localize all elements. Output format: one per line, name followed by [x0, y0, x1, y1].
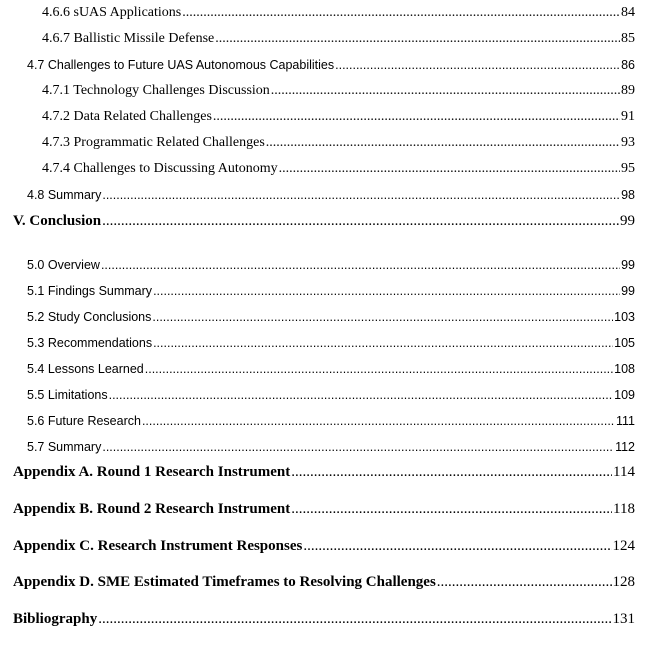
toc-entry-4-6-7[interactable] — [42, 31, 635, 47]
toc-entry-label: 4.7.2 Data Related Challenges — [42, 109, 212, 124]
toc-entry-5-4[interactable] — [27, 362, 635, 376]
toc-entry-label: V. Conclusion — [13, 213, 102, 229]
dot-leader — [271, 83, 620, 99]
dot-leader — [102, 440, 614, 454]
toc-entry-page-number: 124 — [612, 538, 635, 554]
toc-entry-page-number: 128 — [612, 574, 635, 590]
dot-leader — [335, 58, 620, 72]
toc-entry-label: Appendix A. Round 1 Research Instrument — [13, 464, 291, 480]
dot-leader — [303, 538, 611, 555]
toc-entry-label: 4.6.7 Ballistic Missile Defense — [42, 31, 215, 46]
toc-appendix-c[interactable] — [13, 538, 635, 555]
toc-entry-label: Appendix D. SME Estimated Timeframes to Resolving Challenges — [13, 574, 436, 590]
toc-entry-label: 4.7 Challenges to Future UAS Autonomous Capabilities — [27, 58, 335, 72]
toc-entry-label: 5.0 Overview — [27, 258, 100, 272]
toc-entry-page-number: 89 — [621, 83, 635, 98]
toc-entry-4-7-2[interactable] — [42, 109, 635, 125]
dot-leader — [279, 161, 620, 177]
dot-leader — [98, 611, 611, 628]
toc-entry-page-number: 111 — [615, 414, 635, 428]
toc-entry-page-number: 91 — [621, 109, 635, 124]
toc-entry-label: 5.5 Limitations — [27, 388, 108, 402]
dot-leader — [291, 464, 612, 481]
toc-entry-page-number: 85 — [621, 31, 635, 46]
toc-entry-5-3[interactable] — [27, 336, 635, 350]
dot-leader — [101, 258, 620, 272]
toc-entry-page-number: 99 — [621, 258, 635, 272]
dot-leader — [215, 31, 620, 47]
toc-entry-page-number: 95 — [621, 161, 635, 176]
toc-appendix-a[interactable] — [13, 464, 635, 481]
toc-entry-5-0[interactable] — [27, 258, 635, 272]
toc-entry-page-number: 109 — [614, 388, 635, 402]
dot-leader — [152, 310, 613, 324]
toc-entry-page-number: 105 — [614, 336, 635, 350]
toc-entry-4-6-6[interactable] — [42, 5, 635, 21]
toc-entry-page-number: 108 — [614, 362, 635, 376]
dot-leader — [145, 362, 613, 376]
dot-leader — [102, 188, 620, 202]
toc-entry-5-7[interactable] — [27, 440, 635, 454]
toc-entry-4-7-1[interactable] — [42, 83, 635, 99]
toc-entry-label: 4.6.6 sUAS Applications — [42, 5, 182, 20]
dot-leader — [266, 135, 620, 151]
toc-entry-page-number: 98 — [621, 188, 635, 202]
toc-entry-page-number: 112 — [615, 440, 635, 454]
toc-entry-label: 5.2 Study Conclusions — [27, 310, 152, 324]
toc-entry-label: 4.7.1 Technology Challenges Discussion — [42, 83, 270, 98]
toc-entry-5-1[interactable] — [27, 284, 635, 298]
toc-entry-page-number: 93 — [621, 135, 635, 150]
dot-leader — [109, 388, 614, 402]
toc-entry-5-6[interactable] — [27, 414, 635, 428]
toc-entry-4-7-4[interactable] — [42, 161, 635, 177]
toc-entry-label: 5.7 Summary — [27, 440, 102, 454]
toc-entry-4-8[interactable] — [27, 188, 635, 202]
toc-entry-page-number: 84 — [621, 5, 635, 20]
toc-appendix-b[interactable] — [13, 501, 635, 518]
toc-bibliography[interactable] — [13, 611, 635, 628]
toc-entry-label: 4.7.3 Programmatic Related Challenges — [42, 135, 265, 150]
toc-entry-4-7[interactable] — [27, 58, 635, 72]
toc-entry-page-number: 114 — [613, 464, 635, 480]
toc-entry-page-number: 86 — [621, 58, 635, 72]
toc-entry-page-number: 103 — [614, 310, 635, 324]
toc-entry-label: Appendix B. Round 2 Research Instrument — [13, 501, 291, 517]
dot-leader — [437, 574, 612, 591]
dot-leader — [142, 414, 615, 428]
toc-entry-5-2[interactable] — [27, 310, 635, 324]
toc-entry-label: Bibliography — [13, 611, 98, 627]
toc-entry-page-number: 99 — [620, 213, 635, 229]
toc-entry-label: 5.6 Future Research — [27, 414, 141, 428]
toc-entry-label: 5.4 Lessons Learned — [27, 362, 144, 376]
toc-entry-label: 4.7.4 Challenges to Discussing Autonomy — [42, 161, 278, 176]
toc-entry-page-number: 131 — [612, 611, 635, 627]
toc-entry-label: Appendix C. Research Instrument Responses — [13, 538, 303, 554]
toc-entry-page-number: 118 — [613, 501, 635, 517]
toc-entry-5-5[interactable] — [27, 388, 635, 402]
dot-leader — [102, 213, 619, 230]
toc-entry-label: 5.3 Recommendations — [27, 336, 153, 350]
toc-entry-label: 4.8 Summary — [27, 188, 102, 202]
toc-appendix-d[interactable] — [13, 574, 635, 591]
dot-leader — [153, 284, 620, 298]
dot-leader — [213, 109, 620, 125]
dot-leader — [291, 501, 612, 518]
toc-entry-4-7-3[interactable] — [42, 135, 635, 151]
dot-leader — [182, 5, 620, 21]
toc-entry-label: 5.1 Findings Summary — [27, 284, 153, 298]
toc-entry-page-number: 99 — [621, 284, 635, 298]
dot-leader — [153, 336, 613, 350]
toc-chapter-v-conclusion[interactable] — [13, 213, 635, 230]
